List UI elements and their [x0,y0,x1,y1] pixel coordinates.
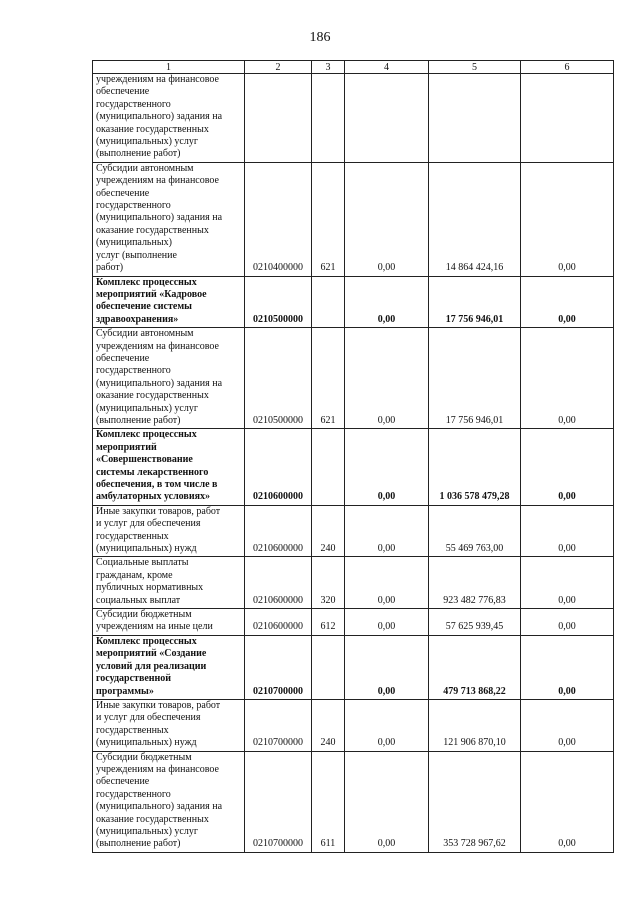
row-name-line: Субсидии бюджетным [96,751,192,763]
row-c4-cell [345,74,429,163]
row-vr-cell: 621 [312,328,345,429]
row-c5-cell [429,74,521,163]
row-code-cell: 0210500000 [245,276,312,328]
row-vr-cell: 621 [312,162,345,276]
table-row [93,635,614,699]
row-c5-cell: 57 625 939,45 [429,609,521,636]
row-c4-cell: 0,00 [345,505,429,557]
row-name-cell [93,328,245,429]
header-row [93,61,614,74]
row-vr-cell: 240 [312,505,345,557]
row-name-line: учреждениям на финансовое [96,763,219,775]
row-c6-cell: 0,00 [521,699,614,751]
row-name-line: оказание государственных [96,813,209,825]
row-name-line: (муниципального) задания на [96,212,223,224]
row-name-line: государственного [96,365,171,377]
row-name-line: (муниципальных) услуг [96,825,198,837]
row-name-line: (муниципального) задания на [96,801,223,813]
page-number: 186 [309,30,331,45]
row-name-line: государственных [96,724,169,736]
row-c5-cell: 353 728 967,62 [429,751,521,852]
row-c5-cell: 1 036 578 479,28 [429,429,521,505]
row-name-line: (выполнение работ) [96,148,181,160]
row-name-line: государственной [96,673,172,685]
row-name-cell [93,276,245,328]
row-c6-cell: 0,00 [521,505,614,557]
row-name-line: (муниципальных) нужд [96,543,197,555]
row-name-line: и услуг для обеспечения [96,712,201,724]
row-name-line: гражданам, кроме [96,569,173,581]
row-c6-cell: 0,00 [521,276,614,328]
row-name-line: оказание государственных [96,390,209,402]
row-c4-cell: 0,00 [345,328,429,429]
row-c4-cell: 0,00 [345,635,429,699]
row-c4-cell: 0,00 [345,429,429,505]
row-name-line: обеспечение [96,187,150,199]
row-name-line: «Совершенствование [96,454,193,466]
row-name-cell [93,699,245,751]
row-name-line: мероприятий «Создание [96,648,207,660]
row-name-line: государственных [96,530,169,542]
row-c6-cell: 0,00 [521,751,614,852]
column-header-1: 1 [93,61,245,74]
row-name-line: обеспечение [96,352,150,364]
row-name-line: социальных выплат [96,594,181,606]
row-c6-cell: 0,00 [521,328,614,429]
row-name-line: государственного [96,788,171,800]
row-name-cell [93,505,245,557]
row-name-line: Комплекс процессных [96,429,197,441]
table-row [93,609,614,636]
row-c4-cell: 0,00 [345,557,429,609]
row-name-line: мероприятий [96,441,157,453]
row-code-cell: 0210700000 [245,699,312,751]
row-c4-cell: 0,00 [345,751,429,852]
table-row [93,699,614,751]
row-name-line: учреждениям на финансовое [96,175,219,187]
row-c6-cell: 0,00 [521,609,614,636]
row-c6-cell: 0,00 [521,557,614,609]
row-name-line: (муниципальных) нужд [96,737,197,749]
row-name-line: оказание государственных [96,224,209,236]
row-name-line: обеспечение [96,86,150,98]
row-c5-cell: 17 756 946,01 [429,328,521,429]
row-name-line: Комплекс процессных [96,276,197,288]
row-name-line: учреждениям на иные цели [96,621,213,633]
row-code-cell: 0210400000 [245,162,312,276]
row-vr-cell: 611 [312,751,345,852]
row-c6-cell: 0,00 [521,429,614,505]
row-name-line: (выполнение работ) [96,414,181,426]
row-c4-cell: 0,00 [345,162,429,276]
row-c5-cell: 14 864 424,16 [429,162,521,276]
row-code-cell: 0210500000 [245,328,312,429]
row-vr-cell: 320 [312,557,345,609]
row-c5-cell: 121 906 870,10 [429,699,521,751]
column-header-3: 3 [312,61,345,74]
row-name-line: государственного [96,200,171,212]
table-row [93,328,614,429]
row-c4-cell: 0,00 [345,699,429,751]
row-name-line: учреждениям на финансовое [96,340,219,352]
row-name-line: работ) [96,262,124,274]
table-body [93,74,614,853]
row-code-cell: 0210600000 [245,429,312,505]
row-name-line: услуг (выполнение [96,249,177,261]
row-name-cell [93,429,245,505]
row-c6-cell: 0,00 [521,635,614,699]
row-code-cell [245,74,312,163]
budget-table [92,60,614,853]
row-name-cell [93,609,245,636]
row-vr-cell: 612 [312,609,345,636]
row-name-line: здравоохранения» [96,313,179,325]
row-vr-cell: 240 [312,699,345,751]
table-row [93,74,614,163]
column-header-2: 2 [245,61,312,74]
row-name-cell [93,751,245,852]
row-code-cell: 0210700000 [245,635,312,699]
row-name-line: мероприятий «Кадровое [96,288,207,300]
table-row [93,429,614,505]
row-name-line: оказание государственных [96,123,209,135]
row-name-line: Субсидии бюджетным [96,609,192,621]
table-row [93,276,614,328]
row-name-line: Субсидии автономным [96,328,194,340]
table-row [93,505,614,557]
row-name-line: Субсидии автономным [96,162,194,174]
column-header-5: 5 [429,61,521,74]
column-header-6: 6 [521,61,614,74]
row-name-cell [93,557,245,609]
row-name-line: обеспечения, в том числе в [96,479,218,490]
row-name-line: и услуг для обеспечения [96,518,201,530]
row-c5-cell: 479 713 868,22 [429,635,521,699]
table-row [93,162,614,276]
row-name-line: системы лекарственного [96,466,209,478]
row-name-line: Социальные выплаты [96,557,189,569]
row-name-line: обеспечение системы [96,301,192,313]
row-name-line: Комплекс процессных [96,635,197,647]
row-name-line: (муниципального) задания на [96,111,223,123]
row-name-line: амбулаторных условиях» [96,491,211,503]
row-vr-cell [312,74,345,163]
row-name-line: публичных нормативных [96,582,204,594]
row-name-line: (муниципальных) услуг [96,402,198,414]
row-name-line: Иные закупки товаров, работ [96,699,221,711]
table-row [93,557,614,609]
row-name-line: государственного [96,98,171,110]
row-name-line: (муниципальных) услуг [96,136,198,148]
row-c6-cell: 0,00 [521,162,614,276]
table-row [93,751,614,852]
table-header [93,61,614,74]
row-c5-cell: 17 756 946,01 [429,276,521,328]
row-c5-cell: 923 482 776,83 [429,557,521,609]
row-code-cell: 0210700000 [245,751,312,852]
row-code-cell: 0210600000 [245,505,312,557]
row-c4-cell: 0,00 [345,276,429,328]
row-c6-cell [521,74,614,163]
row-name-line: обеспечение [96,776,150,788]
row-name-line: (муниципальных) [96,237,172,249]
row-name-line: условий для реализации [96,660,207,672]
row-vr-cell [312,276,345,328]
row-name-line: (муниципального) задания на [96,377,223,389]
row-vr-cell [312,635,345,699]
row-name-line: учреждениям на финансовое [96,74,219,85]
column-header-4: 4 [345,61,429,74]
row-code-cell: 0210600000 [245,609,312,636]
row-c4-cell: 0,00 [345,609,429,636]
row-name-cell [93,635,245,699]
row-name-line: (выполнение работ) [96,838,181,850]
row-c5-cell: 55 469 763,00 [429,505,521,557]
row-name-line: Иные закупки товаров, работ [96,505,221,517]
row-name-line: программы» [96,685,154,697]
row-code-cell: 0210600000 [245,557,312,609]
row-name-cell [93,74,245,163]
row-name-cell [93,162,245,276]
row-vr-cell [312,429,345,505]
